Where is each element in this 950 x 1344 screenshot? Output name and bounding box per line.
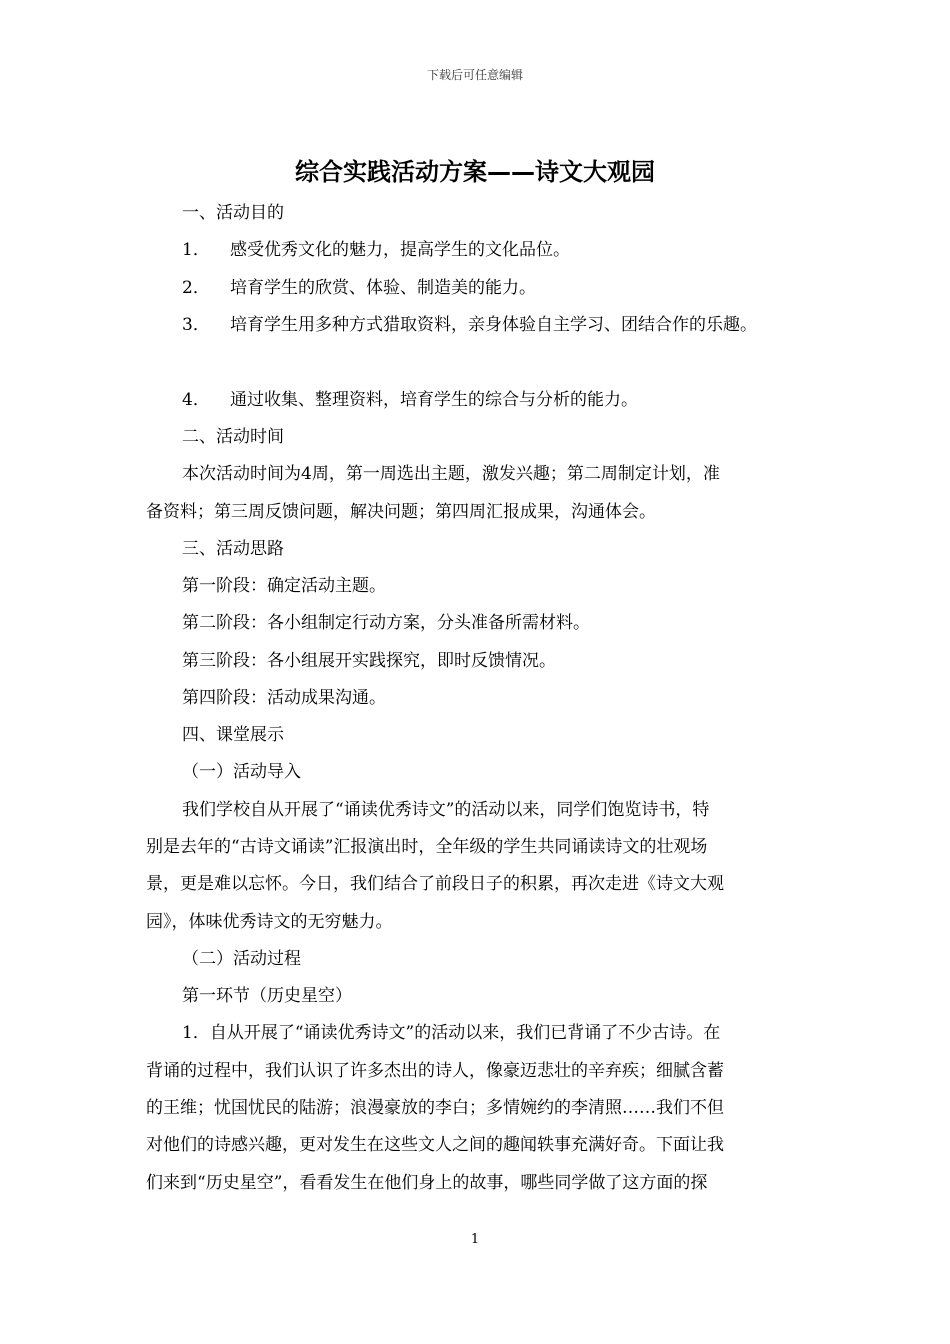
subsection-heading-intro: （一）活动导入 xyxy=(182,762,301,782)
page-number: 1 xyxy=(470,1232,480,1247)
step-paragraph-line: 对他们的诗感兴趣，更对发生在这些文人之间的趣闻轶事充满好奇。下面让我 xyxy=(146,1135,724,1155)
stage-item: 第一阶段：确定活动主题。 xyxy=(182,576,386,596)
section-heading-time: 二、活动时间 xyxy=(182,427,284,447)
goal-item-4 xyxy=(182,388,638,412)
stage-item: 第四阶段：活动成果沟通。 xyxy=(182,688,386,708)
intro-paragraph-line: 别是去年的“古诗文诵读”汇报演出时，全年级的学生共同诵读诗文的壮观场 xyxy=(146,837,708,857)
goal-number: 2． xyxy=(182,278,210,298)
section-heading-approach: 三、活动思路 xyxy=(182,539,284,559)
goal-text: 通过收集、整理资料，培育学生的综合与分析的能力。 xyxy=(230,390,638,410)
goal-item-3 xyxy=(182,313,757,337)
intro-paragraph-line: 景，更是难以忘怀。今日，我们结合了前段日子的积累，再次走进《诗文大观 xyxy=(146,874,724,894)
intro-paragraph-line: 我们学校自从开展了“诵读优秀诗文”的活动以来，同学们饱览诗书，特 xyxy=(182,800,710,820)
goal-item-2 xyxy=(182,276,536,300)
goal-text: 培育学生的欣赏、体验、制造美的能力。 xyxy=(230,278,536,298)
goal-text: 感受优秀文化的魅力，提高学生的文化品位。 xyxy=(230,240,570,260)
time-paragraph-line: 本次活动时间为4周，第一周选出主题，激发兴趣；第二周制定计划，准 xyxy=(182,464,720,484)
header-note: 下载后可任意编辑 xyxy=(426,68,523,82)
intro-paragraph-line: 园》，体味优秀诗文的无穷魅力。 xyxy=(146,912,393,932)
step-paragraph-line: 的王维；忧国忧民的陆游；浪漫豪放的李白；多情婉约的李清照……我们不但 xyxy=(146,1098,724,1118)
goal-number: 3． xyxy=(182,315,210,335)
goal-number: 4． xyxy=(182,390,210,410)
step-paragraph-line: 们来到“历史星空”，看看发生在他们身上的故事，哪些同学做了这方面的探 xyxy=(146,1173,708,1193)
section-heading-goals: 一、活动目的 xyxy=(182,203,284,223)
goal-text: 培育学生用多种方式猎取资料，亲身体验自主学习、团结合作的乐趣。 xyxy=(230,315,757,335)
step-paragraph-line: 背诵的过程中，我们认识了许多杰出的诗人，像豪迈悲壮的辛弃疾；细腻含蓄 xyxy=(146,1061,724,1081)
time-paragraph-line: 备资料；第三周反馈问题，解决问题；第四周汇报成果，沟通体会。 xyxy=(146,502,656,522)
goal-number: 1． xyxy=(182,240,210,260)
step-paragraph-line: 1．自从开展了“诵读优秀诗文”的活动以来，我们已背诵了不少古诗。在 xyxy=(182,1023,721,1043)
subsection-heading-process: （二）活动过程 xyxy=(182,949,301,969)
goal-item-1 xyxy=(182,238,570,262)
step-heading: 第一环节（历史星空） xyxy=(182,986,352,1006)
stage-item: 第二阶段：各小组制定行动方案，分头准备所需材料。 xyxy=(182,613,590,633)
document-title: 综合实践活动方案——诗文大观园 xyxy=(295,158,655,186)
stage-item: 第三阶段：各小组展开实践探究，即时反馈情况。 xyxy=(182,651,556,671)
section-heading-classroom: 四、课堂展示 xyxy=(182,725,284,745)
